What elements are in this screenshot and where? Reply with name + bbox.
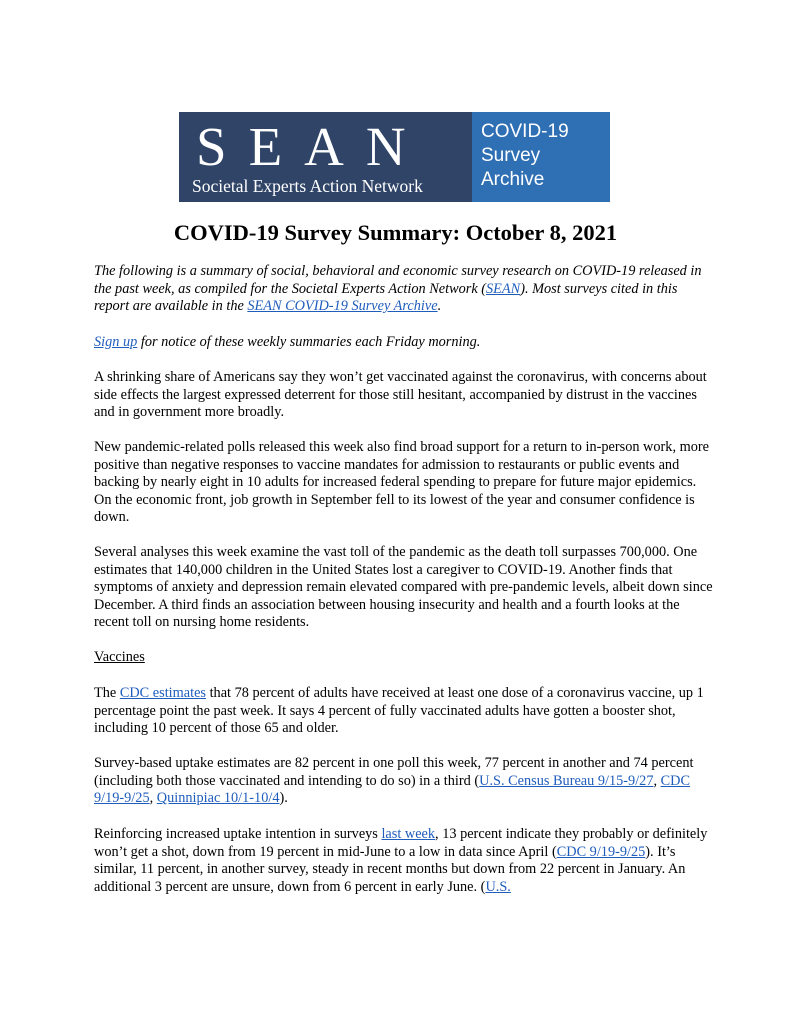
intro-paragraph xyxy=(94,263,714,316)
archive-line-3: Archive xyxy=(481,169,545,190)
vaccines-p2-text-3: , xyxy=(149,790,157,807)
vaccines-p2-text-4: ). xyxy=(279,790,288,807)
census-bureau-link[interactable]: U.S. Census Bureau 9/15-9/27 xyxy=(479,772,654,789)
signup-text: for notice of these weekly summaries each Friday morning. xyxy=(137,334,481,350)
cdc-survey-link-2[interactable]: CDC 9/19-9/25 xyxy=(556,843,646,860)
summary-paragraph-2: New pandemic-related polls released this week also find broad support for a return to in-person work, more positive than negative responses to vaccine mandates for admission to restaurants or public events and backing by nearly eight in 10 adults for increased federal spending to prepare for future major epidemics. On the economic front, job growth in September fell to its lowest of the year and consumer confidence is down. xyxy=(94,439,709,526)
archive-line-2: Survey xyxy=(481,145,541,166)
cdc-survey-link[interactable]: CDC 9/19-9/25 xyxy=(94,772,691,807)
last-week-link[interactable]: last week xyxy=(381,826,436,842)
sean-link[interactable]: SEAN xyxy=(486,280,521,297)
vaccines-paragraph-2 xyxy=(94,755,714,808)
vaccines-paragraph-1 xyxy=(94,685,714,738)
vaccines-heading: Vaccines xyxy=(94,649,145,665)
vaccines-p1-text-1: The xyxy=(94,685,120,701)
archive-line-1: COVID-19 xyxy=(481,121,569,142)
vaccines-paragraph-3 xyxy=(94,826,714,896)
summary-paragraph-1: A shrinking share of Americans say they won’t get vaccinated against the coronavirus, with concerns about side effects the largest expressed deterrent for those still hesitant, accompanied by distrust in the vaccines and in government more broadly. xyxy=(94,369,707,421)
archive-logo-panel xyxy=(472,112,610,202)
us-census-link[interactable]: U.S. xyxy=(485,878,511,895)
survey-archive-link[interactable]: SEAN COVID-19 Survey Archive xyxy=(247,298,438,315)
signup-paragraph xyxy=(94,334,714,352)
sean-logo-panel xyxy=(179,112,472,202)
intro-text-1: The following is a summary of social, behavioral and economic survey research on COVID-19 released in the past week, as compiled for the Societal Experts Action Network ( xyxy=(94,263,702,297)
sean-banner xyxy=(179,112,610,202)
sign-up-link[interactable]: Sign up xyxy=(94,334,138,350)
vaccines-p3-text-2: , 13 percent indicate they probably or definitely won’t get a shot, down from 19 percent in mid-June to a low in data since April ( xyxy=(94,826,708,860)
sean-wordmark: SEAN xyxy=(196,116,428,177)
vaccines-p2-text-2: , xyxy=(653,772,661,789)
intro-text-3: . xyxy=(437,298,442,315)
vaccines-p3-text-1: Reinforcing increased uptake intention in surveys xyxy=(94,826,382,842)
vaccines-p3-text-3: ). It’s similar, 11 percent, in another survey, steady in recent months but down from 22 percent in January. An additional 3 percent are unsure, down from 6 percent in early June. ( xyxy=(94,843,686,895)
vaccines-p1-text-2: that 78 percent of adults have received at least one dose of a coronavirus vaccine, up 1 percentage point the past week. It says 4 percent of fully vaccinated adults have gotten a booster shot, including 10 percent of those 65 and older. xyxy=(94,685,704,737)
vaccines-p2-text-1: Survey-based uptake estimates are 82 percent in one poll this week, 77 percent in another and 74 percent (including both those vaccinated and intending to do so) in a third ( xyxy=(94,755,694,789)
cdc-estimates-link[interactable]: CDC estimates xyxy=(119,685,206,701)
intro-text-2: ). Most surveys cited in this report are available in the xyxy=(94,280,678,315)
sean-org-name: Societal Experts Action Network xyxy=(192,176,423,196)
summary-paragraph-3: Several analyses this week examine the vast toll of the pandemic as the death toll surpasses 700,000. One estimates that 140,000 children in the United States lost a caregiver to COVID-19. Another finds that symptoms of anxiety and depression remain elevated compared with pre-pandemic levels, albeit down since December. A third finds an association between housing insecurity and health and a fourth looks at the recent toll on nursing home residents. xyxy=(94,544,713,631)
quinnipiac-link[interactable]: Quinnipiac 10/1-10/4 xyxy=(156,790,280,807)
page-title: COVID-19 Survey Summary: October 8, 2021 xyxy=(173,220,618,245)
